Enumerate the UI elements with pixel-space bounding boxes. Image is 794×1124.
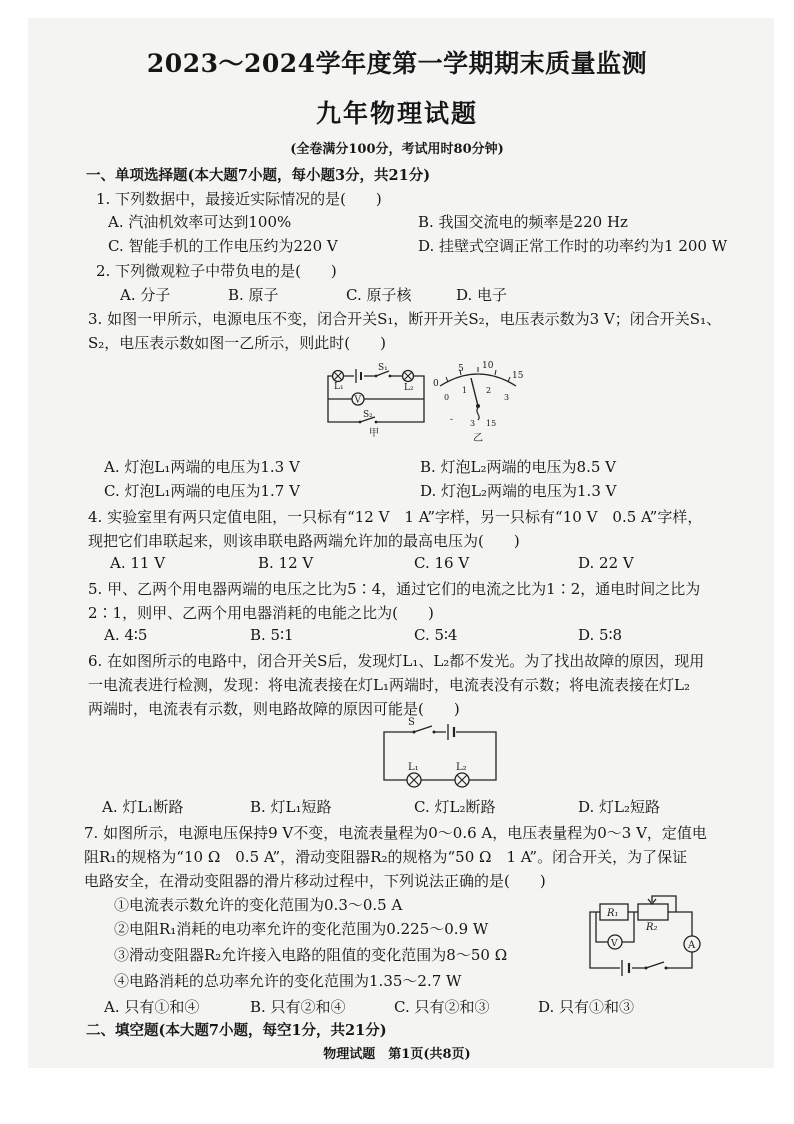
q3-stem-line1: 3. 如图一甲所示，电源电压不变，闭合开关S₁，断开开关S₂，电压表示数为3 V；闭合开关S₁、 <box>88 310 722 328</box>
terminal-3: 3 <box>470 419 476 428</box>
scale-top-0: 0 <box>433 379 439 389</box>
q2-option-b: B. 原子 <box>228 286 279 304</box>
q2-option-d: D. 电子 <box>456 286 508 304</box>
section-1-heading: 一、单项选择题(本大题7小题，每小题3分，共21分) <box>86 167 431 184</box>
q3-option-b: B. 灯泡L₂两端的电压为8.5 V <box>420 458 616 476</box>
q3-stem-line2: S₂，电压表示数如图一乙所示，则此时( ) <box>88 334 386 352</box>
q3-option-a: A. 灯泡L₁两端的电压为1.3 V <box>104 458 300 476</box>
fig-label-v: V <box>354 395 361 406</box>
q7-option-c: C. 只有②和③ <box>394 998 490 1016</box>
fig-label-l2: L₂ <box>456 762 467 773</box>
fig-label-l1: L₁ <box>408 762 419 773</box>
fig-label-r1: R₁ <box>607 908 619 919</box>
fig-label-l2: L₂ <box>404 383 414 393</box>
q7-stem-line2: 阻R₁的规格为“10 Ω 0.5 A”，滑动变阻器R₂的规格为“50 Ω 1 A”。闭合开关，为了保证 <box>84 848 688 866</box>
exam-title: 2023～2024学年度第一学期期末质量监测 <box>146 49 648 78</box>
q1-option-c: C. 智能手机的工作电压约为220 V <box>108 237 338 255</box>
fig-label-r2: R₂ <box>646 922 658 933</box>
fig-label-s1: S₁ <box>378 363 388 373</box>
fig-label-v: V <box>611 939 618 949</box>
q3-voltmeter-figure-yi <box>428 362 528 444</box>
q5-option-b: B. 5∶1 <box>250 626 294 644</box>
q6-stem-line2: 一电流表进行检测，发现：将电流表接在灯L₁两端时，电流表没有示数；将电流表接在灯L₂ <box>88 676 690 694</box>
scale-bottom-3: 3 <box>504 393 510 402</box>
q6-stem-line3: 两端时，电流表有示数，则电路故障的原因可能是( ) <box>88 700 460 718</box>
q5-stem-line2: 2∶1，则甲、乙两个用电器消耗的电能之比为( ) <box>88 604 434 622</box>
q4-option-a: A. 11 V <box>110 554 166 572</box>
q7-statement-4: ④电路消耗的总功率允许的变化范围为1.35～2.7 W <box>114 972 462 990</box>
q4-option-b: B. 12 V <box>258 554 314 572</box>
q2-option-a: A. 分子 <box>120 286 171 304</box>
fig-label-jia: 甲 <box>369 428 379 439</box>
q7-stem-line1: 7. 如图所示，电源电压保持9 V不变，电流表量程为0～0.6 A，电压表量程为0～3 V，定值电 <box>84 824 707 842</box>
terminal-minus: - <box>450 415 454 425</box>
q1-stem: 1. 下列数据中，最接近实际情况的是( ) <box>96 190 382 208</box>
q7-stem-line3: 电路安全，在滑动变阻器的滑片移动过程中，下列说法正确的是( ) <box>84 872 546 890</box>
scale-bottom-0: 0 <box>444 393 450 402</box>
q1-option-a: A. 汽油机效率可达到100% <box>108 213 292 231</box>
q7-option-d: D. 只有①和③ <box>538 998 635 1016</box>
fig-label-l1: L₁ <box>334 382 344 392</box>
q5-stem-line1: 5. 甲、乙两个用电器两端的电压之比为5∶4，通过它们的电流之比为1∶2，通电时间之比为 <box>88 580 701 598</box>
q6-option-b: B. 灯L₁短路 <box>250 798 332 816</box>
q4-stem-line2: 现把它们串联起来，则该串联电路两端允许加的最高电压为( ) <box>88 532 520 550</box>
exam-subtitle: 九年物理试题 <box>315 99 478 128</box>
q6-circuit-figure <box>378 717 502 794</box>
q7-statement-2: ②电阻R₁消耗的电功率允许的变化范围为0.225～0.9 W <box>114 920 489 938</box>
q1-option-b: B. 我国交流电的频率是220 Hz <box>418 213 628 231</box>
q5-option-a: A. 4∶5 <box>104 626 148 644</box>
q4-stem-line1: 4. 实验室里有两只定值电阻，一只标有“12 V 1 A”字样，另一只标有“10 V 0.5 A”字样， <box>88 508 703 526</box>
q3-option-c: C. 灯泡L₁两端的电压为1.7 V <box>104 482 300 500</box>
scale-bottom-1: 1 <box>462 386 468 395</box>
q4-option-d: D. 22 V <box>578 554 634 572</box>
q7-statement-1: ①电流表示数允许的变化范围为0.3～0.5 A <box>114 896 403 914</box>
q5-option-c: C. 5∶4 <box>414 626 458 644</box>
scale-top-10: 10 <box>482 361 494 371</box>
scale-top-5: 5 <box>458 364 464 374</box>
fig-label-s2: S₂ <box>363 410 373 420</box>
q7-option-a: A. 只有①和④ <box>104 998 200 1016</box>
q7-statement-3: ③滑动变阻器R₂允许接入电路的阻值的变化范围为8～50 Ω <box>114 946 508 964</box>
fig-label-yi: 乙 <box>473 433 483 444</box>
q3-circuit-figure-jia <box>320 362 432 442</box>
section-2-heading: 二、填空题(本大题7小题，每空1分，共21分) <box>86 1022 387 1039</box>
q6-option-a: A. 灯L₁断路 <box>102 798 184 816</box>
q7-circuit-figure <box>582 890 712 976</box>
q2-option-c: C. 原子核 <box>346 286 412 304</box>
terminal-15: 15 <box>486 419 497 428</box>
q6-stem-line1: 6. 在如图所示的电路中，闭合开关S后，发现灯L₁、L₂都不发光。为了找出故障的原因，现用 <box>88 652 705 670</box>
q1-option-d: D. 挂壁式空调正常工作时的功率约为1 200 W <box>418 237 728 255</box>
q6-option-d: D. 灯L₂短路 <box>578 798 661 816</box>
scale-bottom-2: 2 <box>486 386 492 395</box>
q5-option-d: D. 5∶8 <box>578 626 623 644</box>
q6-option-c: C. 灯L₂断路 <box>414 798 496 816</box>
q2-stem: 2. 下列微观粒子中带负电的是( ) <box>96 262 337 280</box>
scale-top-15: 15 <box>512 371 524 381</box>
q7-option-b: B. 只有②和④ <box>250 998 346 1016</box>
page-footer: 物理试题 第1页(共8页) <box>323 1047 471 1062</box>
q4-option-c: C. 16 V <box>414 554 470 572</box>
q3-option-d: D. 灯泡L₂两端的电压为1.3 V <box>420 482 617 500</box>
fig-label-a: A <box>688 940 696 951</box>
exam-note: (全卷满分100分，考试用时80分钟) <box>290 142 504 157</box>
fig-label-s: S <box>408 717 415 728</box>
